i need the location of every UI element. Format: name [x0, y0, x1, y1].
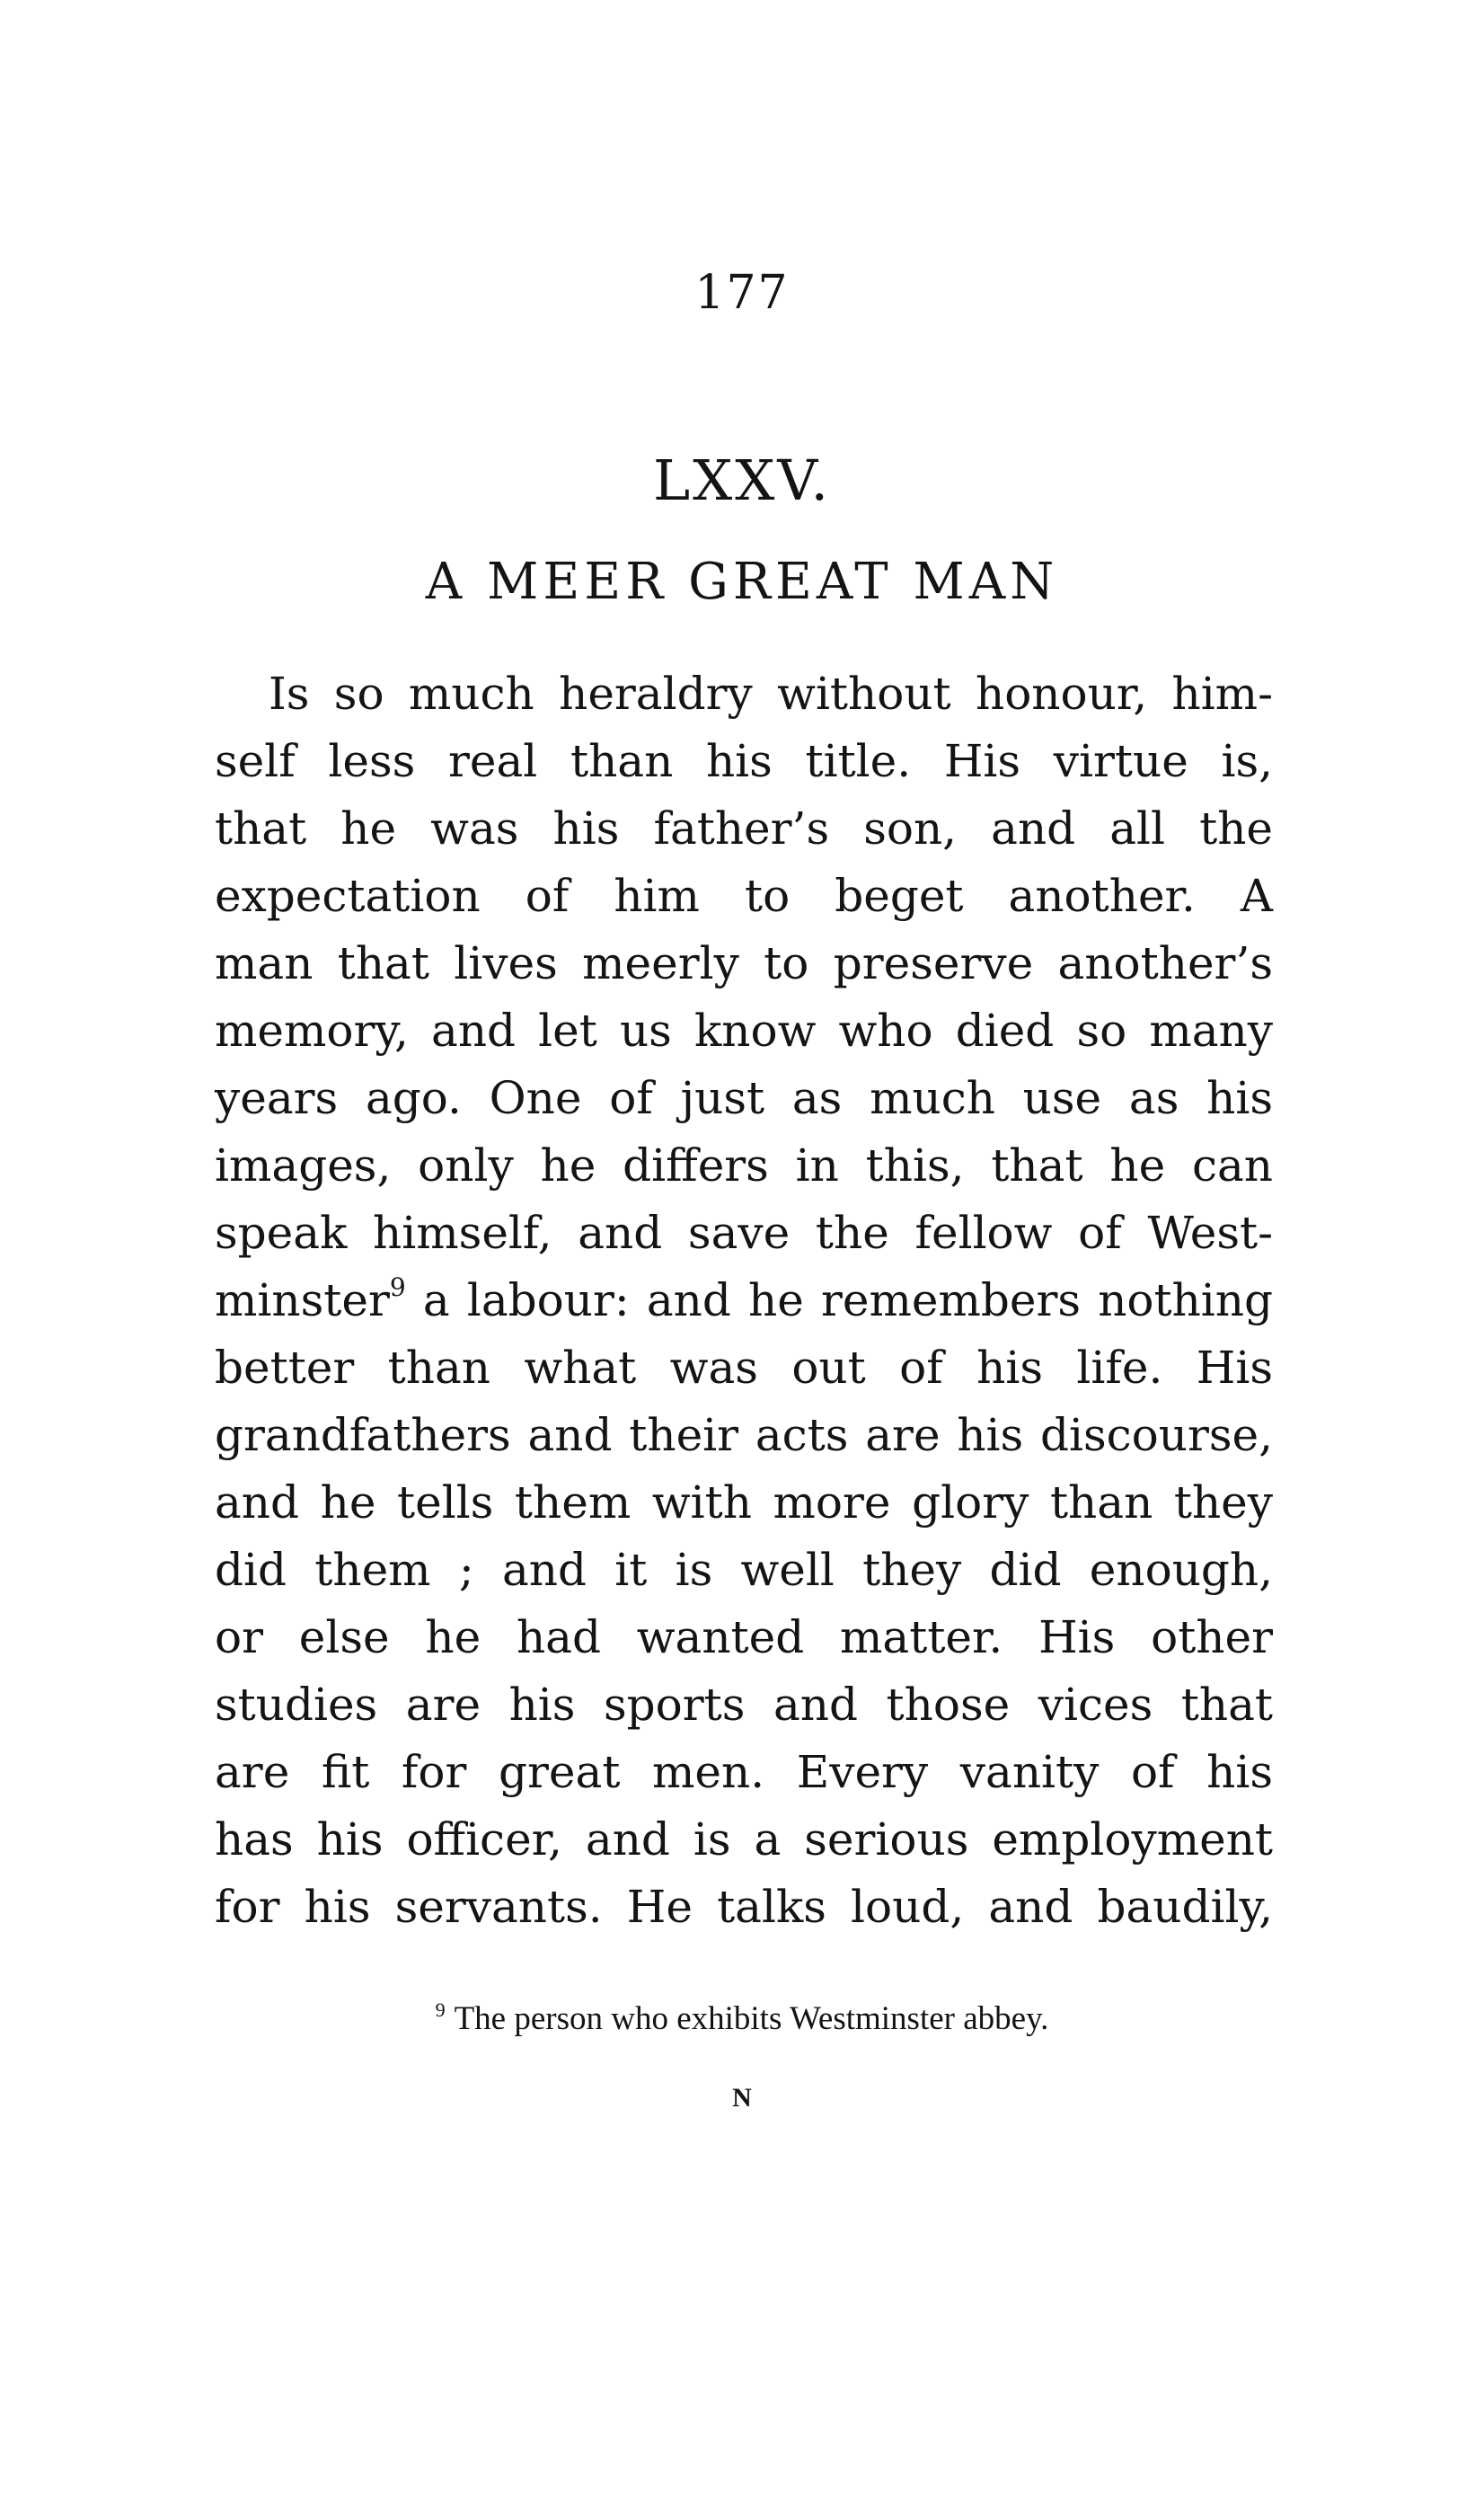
body-line: self less real than his title. His virtue is, [215, 735, 1273, 787]
chapter-numeral: LXXV. [652, 448, 832, 513]
body-line: are fit for great men. Every vanity of his [215, 1746, 1273, 1798]
footnote-marker: 9 [435, 1998, 446, 2021]
signature-mark: N [732, 2083, 752, 2113]
footnote-reference: 9 [389, 1272, 406, 1302]
body-line: Is so much heraldry without honour, him- [269, 668, 1273, 720]
body-line: for his servants. He talks loud, and baudily, [215, 1881, 1273, 1933]
body-line-word: minster [215, 1274, 390, 1326]
body-line: or else he had wanted matter. His other [215, 1611, 1273, 1663]
body-line: man that lives meerly to preserve another’s [215, 937, 1273, 989]
body-line: has his officer, and is a serious employment [215, 1813, 1273, 1865]
body-line: speak himself, and save the fellow of West- [215, 1207, 1273, 1259]
body-line: better than what was out of his life. His [215, 1342, 1273, 1394]
body-line: expectation of him to beget another. A [215, 870, 1273, 922]
body-line: years ago. One of just as much use as his [215, 1072, 1273, 1124]
body-line: memory, and let us know who died so many [215, 1005, 1273, 1057]
page-number: 177 [694, 266, 790, 320]
body-line-with-footnote [215, 1267, 1273, 1334]
body-line-rest: a labour: and he remembers nothing [422, 1274, 1273, 1326]
body-line: images, only he differs in this, that he can [215, 1139, 1273, 1192]
body-line: studies are his sports and those vices that [215, 1679, 1273, 1731]
footnote-text: The person who exhibits Westminster abbey. [454, 2000, 1049, 2037]
body-line: and he tells them with more glory than they [215, 1476, 1273, 1529]
footnote [0, 1999, 1484, 2038]
chapter-title: A MEER GREAT MAN [425, 553, 1059, 611]
body-line: did them ; and it is well they did enough, [215, 1544, 1273, 1596]
body-line: grandfathers and their acts are his discourse, [215, 1409, 1273, 1461]
body-line: that he was his father’s son, and all the [215, 802, 1273, 855]
body-text [215, 660, 1273, 1941]
